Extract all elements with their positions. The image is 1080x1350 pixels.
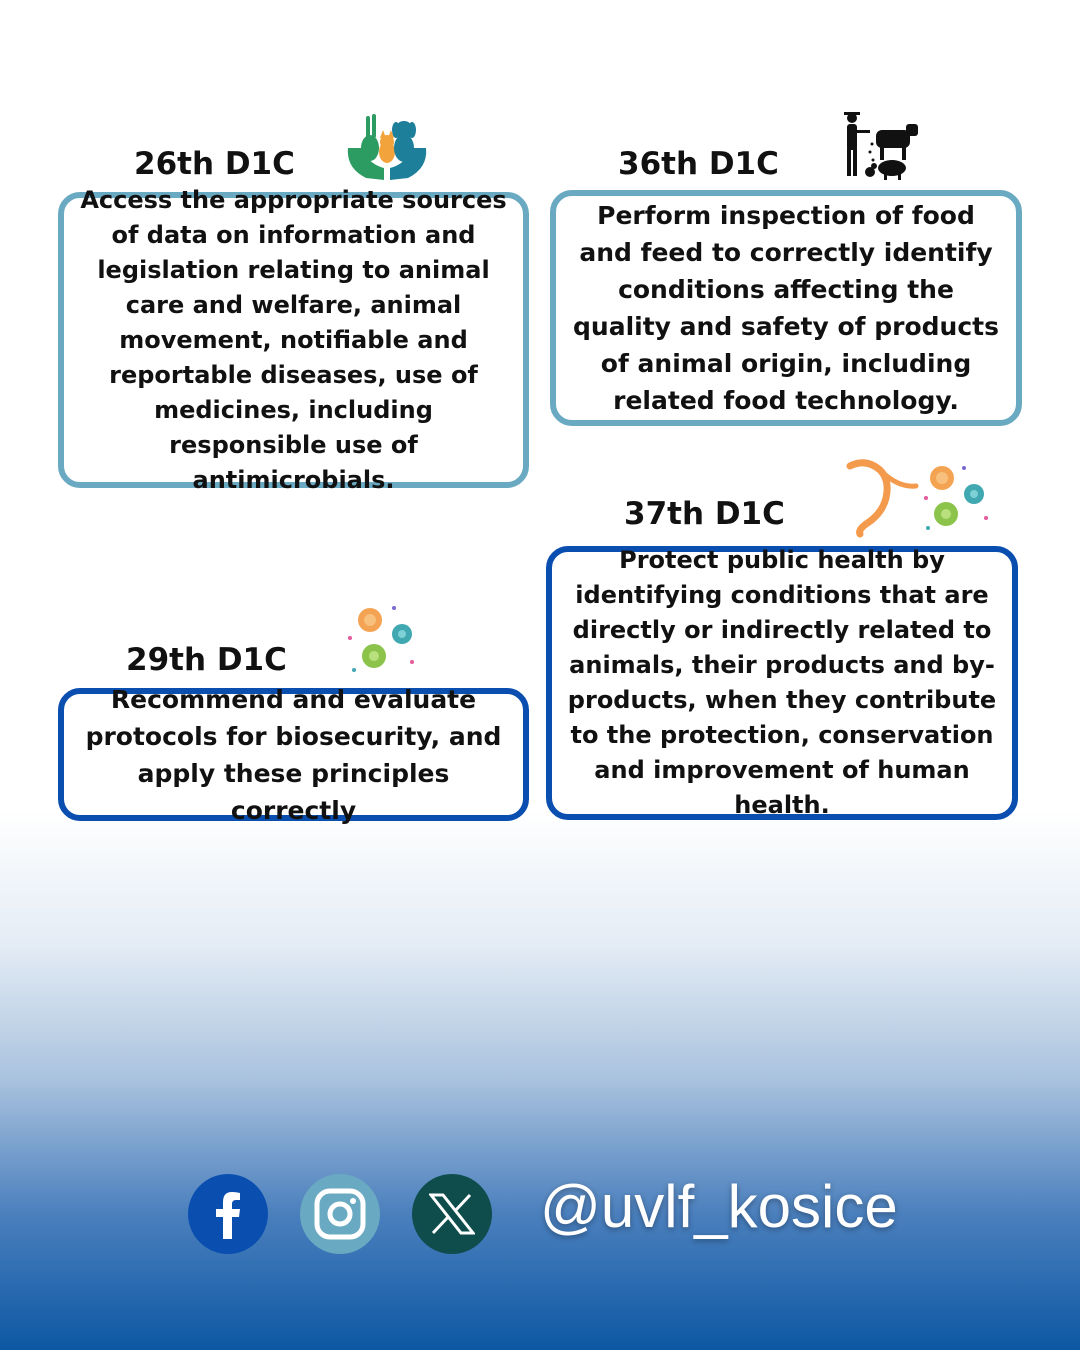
competency-card-26th [58,185,529,494]
social-handle[interactable]: @uvlf_kosice [540,1173,898,1240]
competency-text-26th: Access the appropriate sources of data on information and legislation relating to animal care and welfare, animal movement, notifiable and reportable diseases, use of medicines, including responsible use of antimicrobials. [80,185,507,494]
microbes-icon [342,600,420,678]
competency-card-36th [550,190,1022,426]
x-icon[interactable] [412,1174,492,1254]
competency-card-37th [546,546,1018,820]
competency-text-29th: Recommend and evaluate protocols for biosecurity, and apply these principles correctly [85,684,502,825]
heading-37th: 37th D1C [624,496,785,532]
parasite-microbes-icon [846,458,992,538]
facebook-icon[interactable] [188,1174,268,1254]
heading-36th: 36th D1C [618,146,779,182]
competency-text-37th: Protect public health by identifying conditions that are directly or indirectly related to animals, their products and by-products, when they contribute to the protection, conservation and improvement of human health. [567,546,997,819]
animal-care-hands-icon [344,108,430,182]
heading-26th: 26th D1C [134,146,295,182]
heading-29th: 29th D1C [126,642,287,678]
farmer-livestock-icon [836,108,920,182]
instagram-icon[interactable] [300,1174,380,1254]
competency-text-36th: Perform inspection of food and feed to correctly identify conditions affecting the quality and safety of products of animal origin, including related food technology. [573,201,999,415]
competency-card-29th [58,684,529,825]
